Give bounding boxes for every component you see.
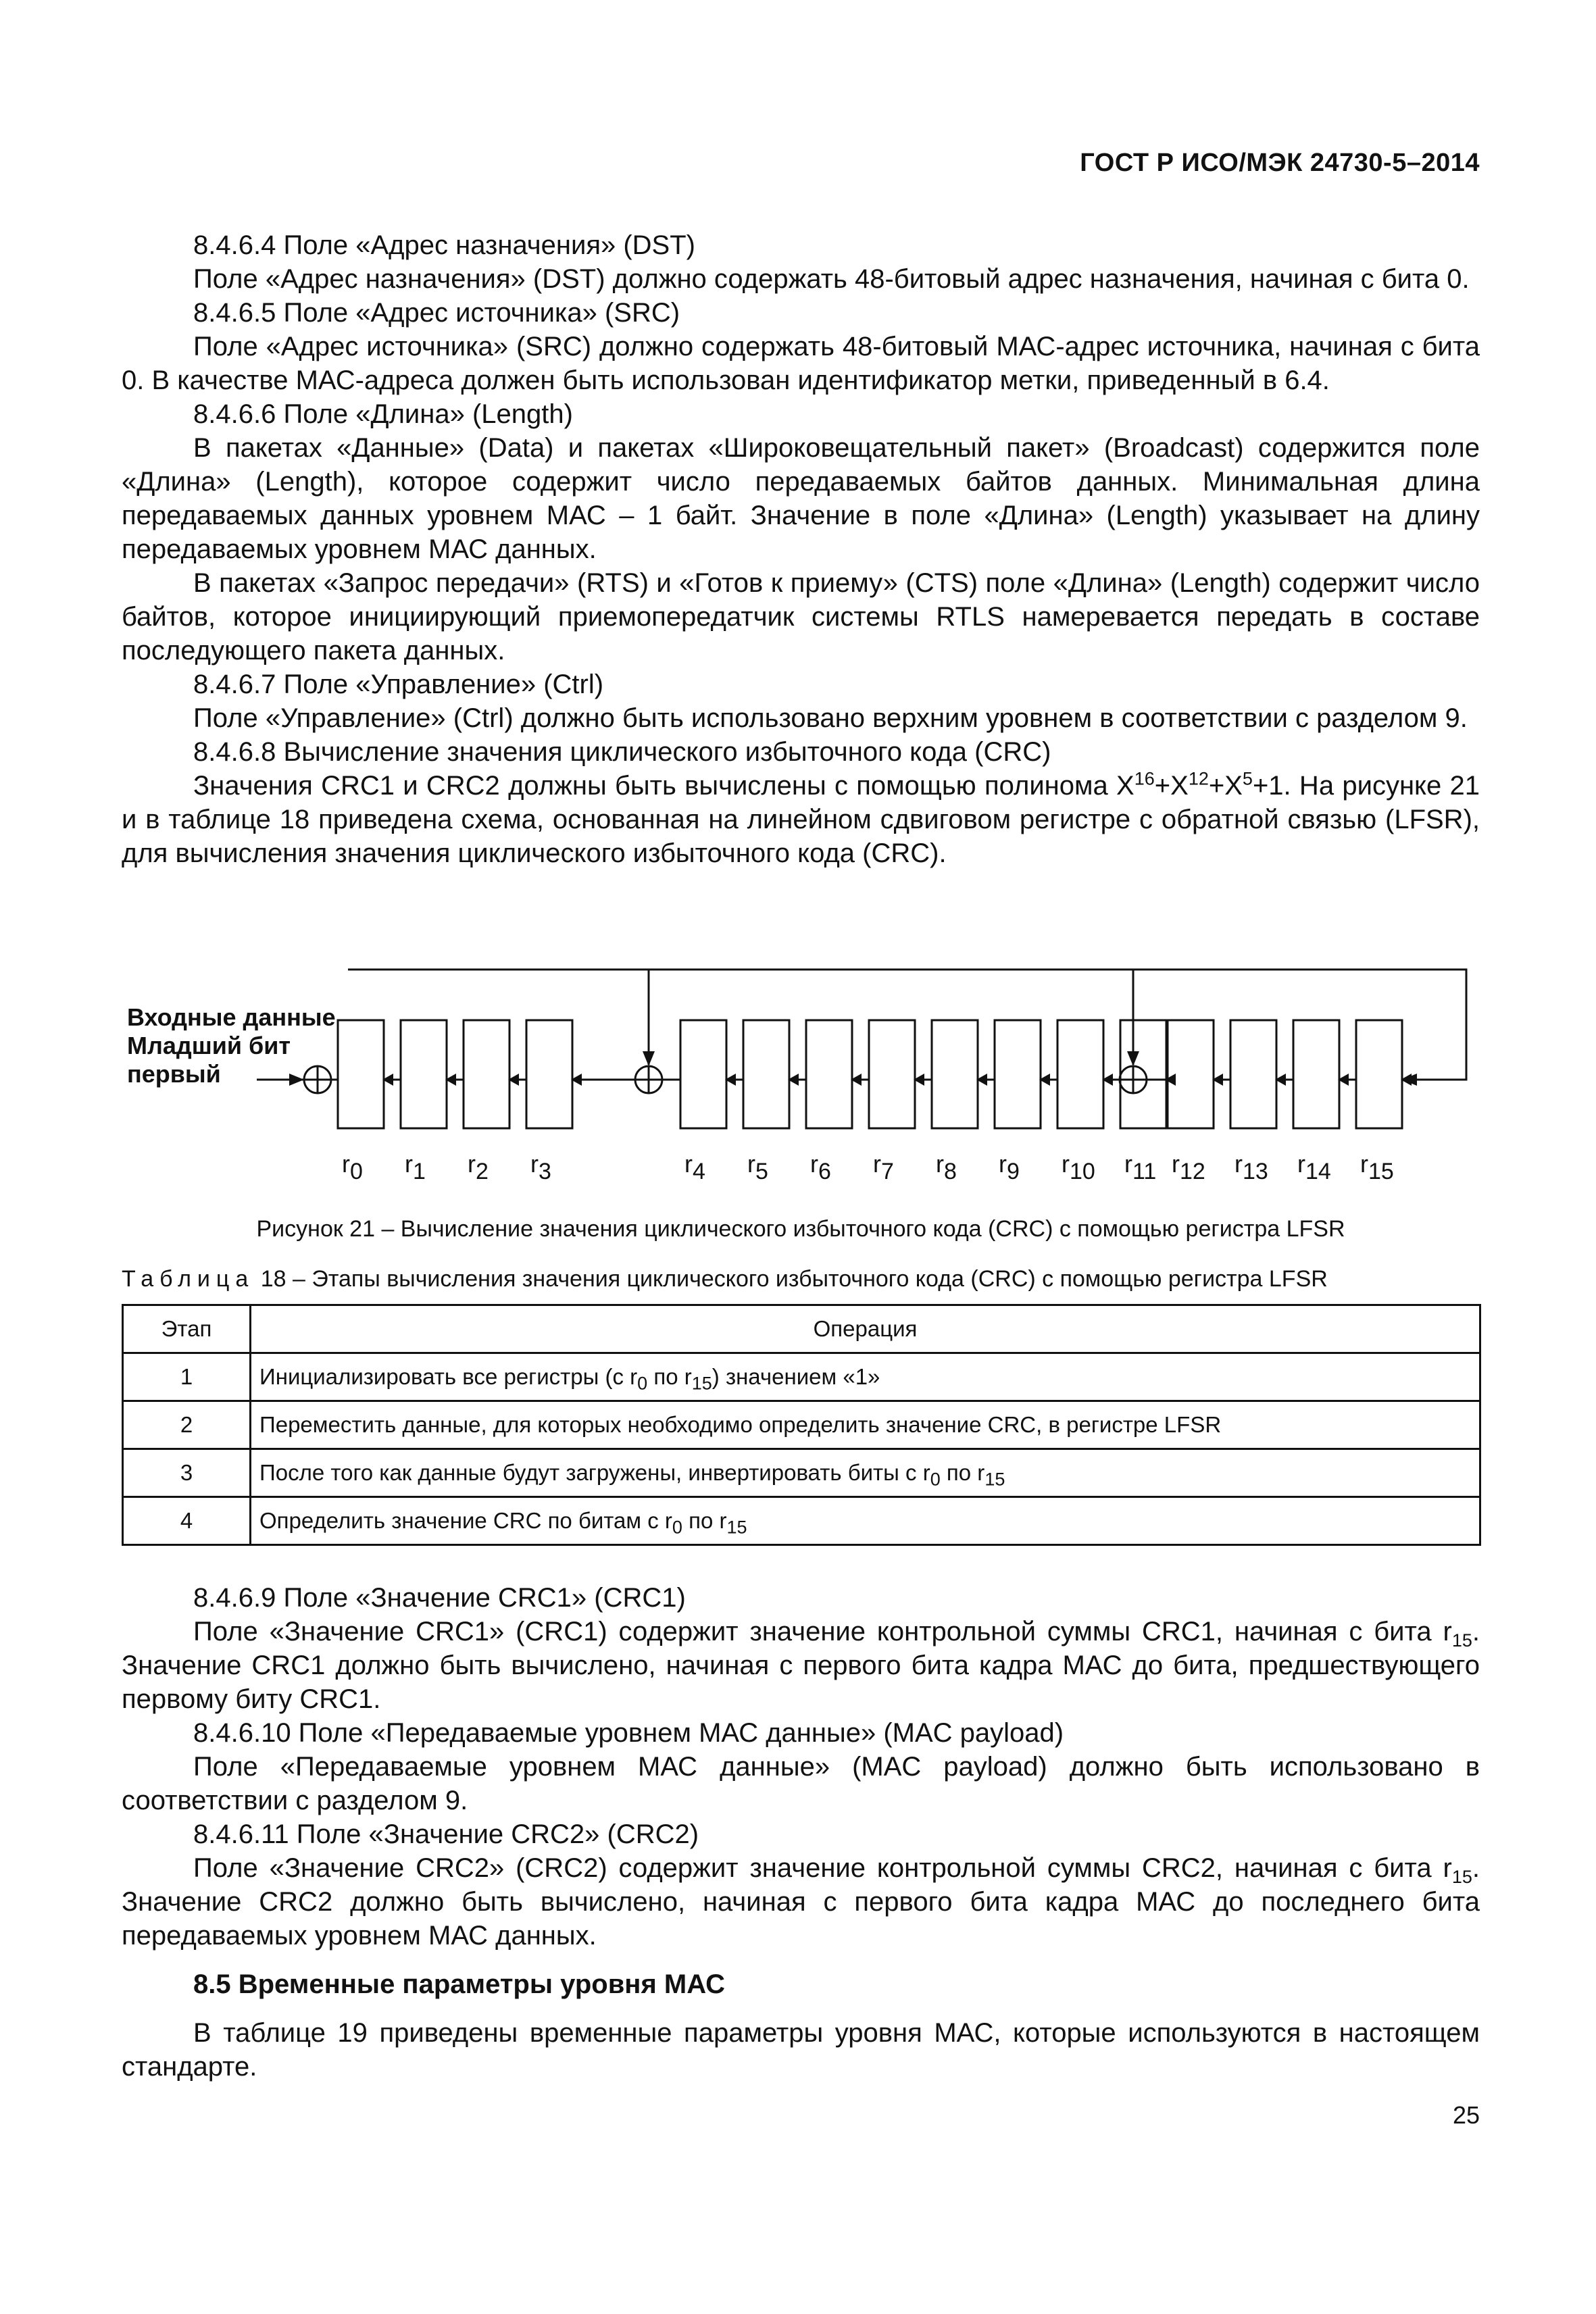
section-8-4-6-9-title: 8.4.6.9 Поле «Значение CRC1» (CRC1) <box>193 1583 686 1613</box>
crc-polynomial-paragraph: Значения CRC1 и CRC2 должны быть вычислены с помощью полинома $X^{16}+X^{12}+X^5+1$. На рисунке 21 и в таблице 18 приведена схема, основанная на линейном сдвиговом регистре с обратной связью (LFSR), для вычисления значения циклического избыточного кода (CRC). <box>122 768 1480 868</box>
document-header: ГОСТ Р ИСО/МЭК 24730-5–2014 <box>1080 149 1480 177</box>
section-8-4-6-7-title: 8.4.6.7 Поле «Управление» (Ctrl) <box>193 670 604 699</box>
table-header-row <box>123 1305 1480 1353</box>
register-box <box>869 1020 915 1128</box>
section-8-5-heading: 8.5 Временные параметры уровня МАС <box>193 1969 726 1999</box>
register-box <box>526 1020 572 1128</box>
register-label: r7 <box>873 1150 894 1184</box>
step-operation: После того как данные будут загружены, инвертировать биты с $r_0$ по $r_{15}$ <box>251 1449 1480 1497</box>
step-number: 2 <box>123 1401 251 1449</box>
paragraph: Поле «Значение CRC1» (CRC1) содержит значение контрольной суммы CRC1, начиная с бита $r_{15}$. Значение CRC1 должно быть вычислено, начиная с первого бита кадра МАС до бита, предшествующего первому биту CRC1. <box>122 1617 1480 1714</box>
step-operation: Определить значение CRC по битам с $r_0$ по $r_{15}$ <box>251 1497 1480 1545</box>
paragraph: В пакетах «Запрос передачи» (RTS) и «Готов к приему» (CTS) поле «Длина» (Length) содержит число байтов, которое инициирующий приемопередатчик системы RTLS намеревается передать в составе последующего пакета данных. <box>122 568 1480 665</box>
register-label: r15 <box>1360 1150 1394 1184</box>
register-label: r13 <box>1235 1150 1268 1184</box>
register-label: r12 <box>1172 1150 1205 1184</box>
section-8-4-6-11-title: 8.4.6.11 Поле «Значение CRC2» (CRC2) <box>193 1819 699 1849</box>
column-header-step: Этап <box>123 1305 251 1353</box>
register-box <box>806 1020 852 1128</box>
section-8-4-6-8-title: 8.4.6.8 Вычисление значения циклического избыточного кода (CRC) <box>193 737 1051 767</box>
register-label: r8 <box>936 1150 957 1184</box>
register-box <box>680 1020 726 1128</box>
paragraph: Поле «Передаваемые уровнем МАС данные» (MAC payload) должно быть использовано в соответствии с разделом 9. <box>122 1752 1480 1815</box>
section-8-4-6-6-title: 8.4.6.6 Поле «Длина» (Length) <box>193 399 573 429</box>
register-label: r11 <box>1124 1150 1157 1184</box>
register-label: r6 <box>810 1150 831 1184</box>
register-label: r2 <box>468 1150 489 1184</box>
register-box <box>1120 1020 1166 1128</box>
page-number: 25 <box>1452 2101 1480 2129</box>
feedback-arrowhead <box>643 1051 655 1066</box>
register-label: r9 <box>999 1150 1020 1184</box>
register-label: r0 <box>342 1150 363 1184</box>
table-row <box>123 1353 1480 1401</box>
feedback-arrowhead <box>1127 1051 1139 1066</box>
register-box <box>464 1020 509 1128</box>
register-box <box>401 1020 447 1128</box>
figure-caption: Рисунок 21 – Вычисление значения циклического избыточного кода (CRC) с помощью регистра LFSR <box>256 1216 1345 1242</box>
register-box <box>1293 1020 1339 1128</box>
paragraph: В пакетах «Данные» (Data) и пакетах «Широковещательный пакет» (Broadcast) содержится поле «Длина» (Length), которое содержит число передаваемых байтов данных. Минимальная длина передаваемых данных уровнем МАС – 1 байт. Значение в поле «Длина» (Length) указывает на длину передаваемых уровнем МАС данных. <box>122 433 1480 564</box>
feedback-line <box>348 970 1466 1080</box>
input-label: Входные данные <box>127 1003 336 1031</box>
body-text-bottom <box>122 1581 1480 2084</box>
register-box <box>1168 1020 1214 1128</box>
register-label: r3 <box>530 1150 551 1184</box>
register-label: r1 <box>405 1150 426 1184</box>
register-label: r14 <box>1297 1150 1331 1184</box>
register-box <box>338 1020 384 1128</box>
step-number: 3 <box>123 1449 251 1497</box>
step-number: 1 <box>123 1353 251 1401</box>
step-operation: Инициализировать все регистры (с $r_0$ по $r_{15}$) значением «1» <box>251 1353 1480 1401</box>
register-box <box>995 1020 1041 1128</box>
table-row <box>123 1497 1480 1545</box>
register-box <box>1230 1020 1276 1128</box>
column-header-operation: Операция <box>251 1305 1480 1353</box>
input-arrowhead <box>289 1074 304 1086</box>
register-box <box>1057 1020 1103 1128</box>
register-label: r4 <box>684 1150 705 1184</box>
paragraph: Поле «Управление» (Ctrl) должно быть использовано верхним уровнем в соответствии с разделом 9. <box>193 703 1468 733</box>
register-label: r10 <box>1062 1150 1095 1184</box>
body-text-top <box>122 228 1480 870</box>
step-number: 4 <box>123 1497 251 1545</box>
table-row <box>123 1401 1480 1449</box>
register-box <box>932 1020 978 1128</box>
crc-steps-table <box>122 1304 1481 1546</box>
section-8-4-6-5-title: 8.4.6.5 Поле «Адрес источника» (SRC) <box>193 298 680 328</box>
paragraph: Поле «Адрес источника» (SRC) должно содержать 48-битовый МАС-адрес источника, начиная с бита 0. В качестве МАС-адреса должен быть использован идентификатор метки, приведенный в 6.4. <box>122 332 1480 395</box>
register-box <box>743 1020 789 1128</box>
section-8-4-6-4-title: 8.4.6.4 Поле «Адрес назначения» (DST) <box>193 230 695 260</box>
paragraph: В таблице 19 приведены временные параметры уровня МАС, которые используются в настоящем стандарте. <box>122 2018 1480 2082</box>
paragraph: Поле «Значение CRC2» (CRC2) содержит значение контрольной суммы CRC2, начиная с бита $r_{15}$. Значение CRC2 должно быть вычислено, начиная с первого бита кадра МАС до последнего бита передаваемых уровнем МАС данных. <box>122 1853 1480 1951</box>
input-label: Младший бит <box>127 1032 291 1059</box>
register-label: r5 <box>747 1150 768 1184</box>
paragraph: Поле «Адрес назначения» (DST) должно содержать 48-битовый адрес назначения, начиная с бита 0. <box>193 264 1470 294</box>
section-8-4-6-10-title: 8.4.6.10 Поле «Передаваемые уровнем МАС данные» (MAC payload) <box>193 1718 1064 1748</box>
document-page <box>122 0 1480 2314</box>
register-box <box>1356 1020 1402 1128</box>
table-row <box>123 1449 1480 1497</box>
table-caption: Таблица 18 – Этапы вычисления значения циклического избыточного кода (CRC) с помощью регистра LFSR <box>122 1266 1328 1292</box>
lfsr-diagram <box>122 949 1480 1192</box>
step-operation: Переместить данные, для которых необходимо определить значение CRC, в регистре LFSR <box>251 1401 1480 1449</box>
input-label: первый <box>127 1060 221 1088</box>
